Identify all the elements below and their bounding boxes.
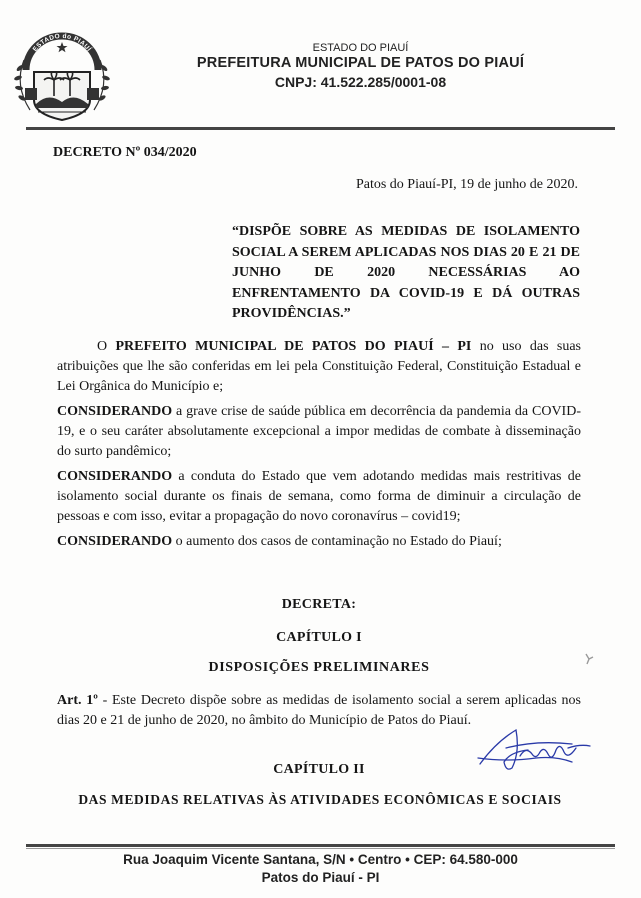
footer-divider bbox=[26, 844, 615, 847]
intro-authority: PREFEITO MUNICIPAL DE PATOS DO PIAUÍ – PI bbox=[115, 339, 472, 354]
place-date: Patos do Piauí-PI, 19 de junho de 2020. bbox=[355, 177, 578, 192]
chapter-2-heading: CAPÍTULO II bbox=[273, 762, 365, 777]
considerando-keyword: CONSIDERANDO bbox=[57, 469, 173, 484]
svg-text:ESTADO do PIAUÍ: ESTADO do PIAUÍ bbox=[31, 32, 93, 53]
considerando-text: a conduta do Estado que vem adotando medidas mais restritivas de isolamento social durante os finais de semana, como forma de diminuir a circulação de pessoas e com isso, evitar a propagação do novo coronavírus – covid19; bbox=[57, 469, 581, 524]
considerando-3 bbox=[57, 532, 581, 552]
considerando-keyword: CONSIDERANDO bbox=[57, 404, 173, 419]
considerando-keyword: CONSIDERANDO bbox=[57, 534, 173, 549]
scan-mark-icon bbox=[582, 652, 596, 666]
footer-city: Patos do Piauí - PI bbox=[261, 870, 380, 885]
considerando-2 bbox=[57, 467, 581, 527]
decree-summary: “DISPÕE SOBRE AS MEDIDAS DE ISOLAMENTO SOCIAL A SEREM APLICADAS NOS DIAS 20 E 21 DE JUNHO DE 2020 NECESSÁRIAS AO ENFRENTAMENTO DA COVID-19 E DÁ OUTRAS PROVIDÊNCIAS.” bbox=[232, 224, 580, 321]
considerando-text: o aumento dos casos de contaminação no Estado do Piauí; bbox=[172, 534, 502, 549]
considerando-text: a grave crise de saúde pública em decorrência da pandemia da COVID-19, e o seu caráter absolutamente excepcional a impor medidas de combate à disseminação do surto pandêmico; bbox=[57, 404, 581, 459]
header-divider bbox=[26, 127, 615, 130]
considerando-1 bbox=[57, 402, 581, 462]
article-1-text: - Este Decreto dispõe sobre as medidas de isolamento social a serem aplicadas nos dias 20 e 21 de junho de 2020, no âmbito do Município de Patos do Piauí. bbox=[57, 693, 581, 728]
header-state: ESTADO DO PIAUÍ bbox=[312, 42, 409, 54]
footer-divider-thin bbox=[26, 848, 615, 849]
decree-number: DECRETO Nº 034/2020 bbox=[53, 145, 197, 160]
header-cnpj: CNPJ: 41.522.285/0001-08 bbox=[274, 74, 447, 90]
header-municipality: PREFEITURA MUNICIPAL DE PATOS DO PIAUÍ bbox=[196, 55, 525, 71]
chapter-1-heading: CAPÍTULO I bbox=[276, 630, 362, 645]
intro-prefix: O bbox=[97, 339, 116, 354]
chapter-1-title: DISPOSIÇÕES PRELIMINARES bbox=[208, 660, 430, 675]
article-1-label: Art. 1º bbox=[57, 693, 98, 708]
decreta-heading: DECRETA: bbox=[281, 597, 357, 612]
intro-paragraph bbox=[57, 337, 581, 397]
intro-text: no uso das suas atribuições que lhe são conferidas em lei pela Constituição Federal, Constituição Estadual e Lei Orgânica do Município e; bbox=[57, 339, 581, 394]
coat-of-arms-icon bbox=[8, 30, 114, 126]
footer-address: Rua Joaquim Vicente Santana, S/N • Centro • CEP: 64.580-000 bbox=[123, 852, 518, 867]
chapter-2-title: DAS MEDIDAS RELATIVAS ÀS ATIVIDADES ECONÔMICAS E SOCIAIS bbox=[78, 792, 562, 807]
